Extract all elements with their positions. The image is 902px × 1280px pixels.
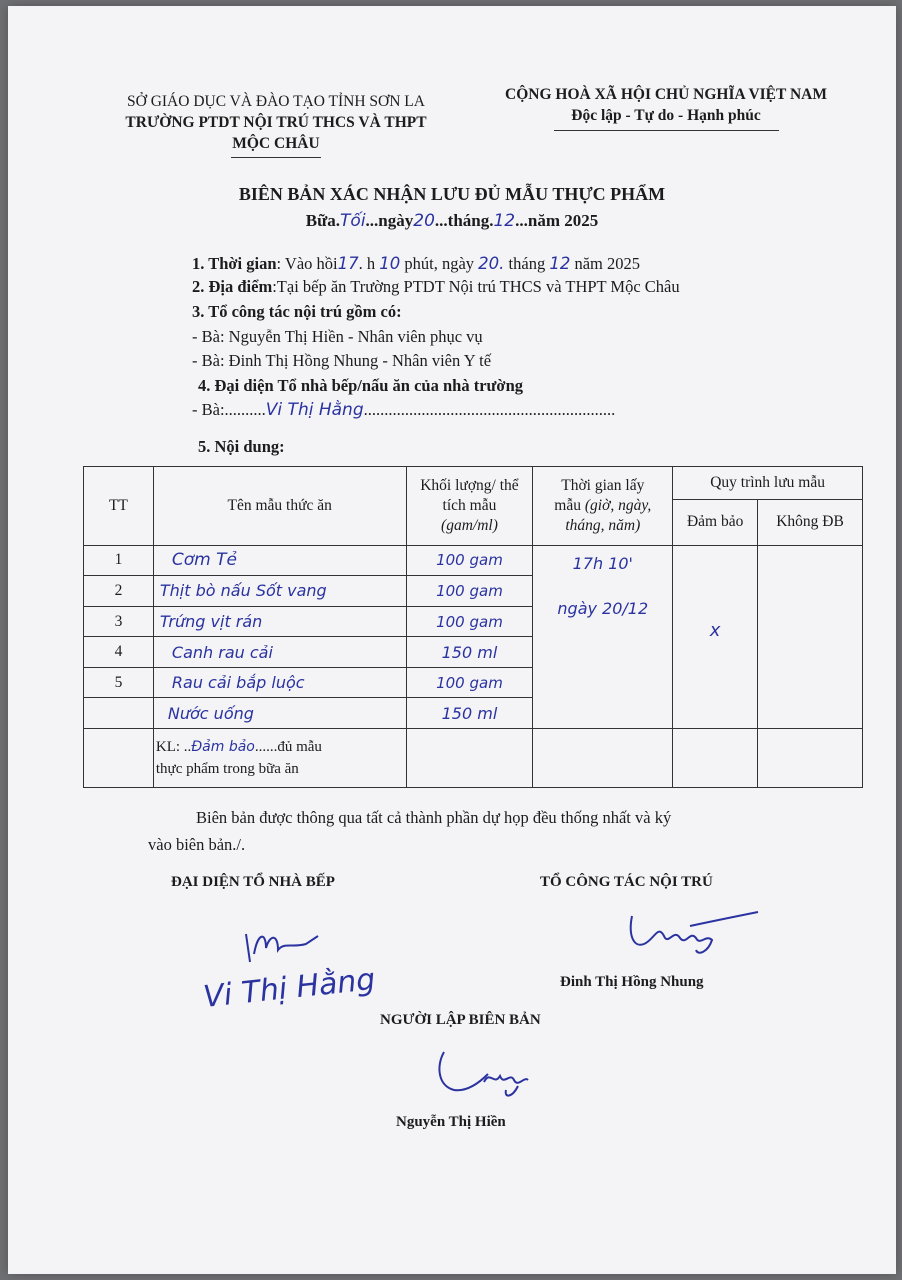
col-header-not-ok: Không ĐB: [758, 499, 863, 545]
col-header-weight-line2: tích mẫu: [442, 496, 497, 514]
not-ok-cell: [758, 545, 863, 728]
committee-member-1: - Bà: Nguyễn Thị Hiền - Nhân viên phục vụ: [192, 327, 483, 346]
conclusion-prefix: KL: ..: [155, 738, 192, 755]
conclusion-line2: thực phẩm trong bữa ăn: [155, 760, 299, 777]
meal-line: [8, 211, 896, 231]
col-header-tt: TT: [84, 467, 154, 546]
committee-sign-name: Đinh Thị Hồng Nhung: [560, 974, 704, 990]
col-header-weight-line1: Khối lượng/ thể: [420, 476, 519, 494]
section-time-text3: phút, ngày: [404, 254, 475, 273]
col-header-ok: Đảm bảo: [673, 499, 758, 545]
section-location-text: :Tại bếp ăn Trường PTDT Nội trú THCS và THPT Mộc Châu: [272, 277, 680, 296]
conclusion-time: [533, 728, 673, 787]
header-left-underline: [231, 157, 321, 158]
section-time-text1: : Vào hồi: [276, 254, 338, 273]
time-month: 12: [549, 254, 571, 273]
kitchen-member: [192, 400, 615, 420]
col-header-time-line3: tháng, năm): [565, 516, 641, 534]
meal-year: ...năm 2025: [515, 211, 599, 230]
meal-prefix: Bữa.: [305, 211, 341, 230]
closing-line2: vào biên bản./.: [148, 835, 246, 854]
row-name: Thịt bò nấu Sốt vang: [153, 576, 406, 607]
row-weight: 150 ml: [406, 637, 533, 668]
header-left-line3: MỘC CHÂU: [232, 135, 320, 152]
section-time: [192, 254, 640, 274]
col-header-process: Quy trình lưu mẫu: [673, 467, 863, 500]
row-name: Rau cải bắp luộc: [153, 667, 406, 698]
header-left-line2: TRƯỜNG PTDT NỘI TRÚ THCS VÀ THPT: [125, 114, 427, 131]
section-location-label: 2. Địa điểm: [192, 277, 273, 296]
col-header-time: [533, 467, 673, 546]
row-name: Trứng vịt rán: [153, 606, 406, 637]
document-page: [8, 6, 896, 1274]
section-committee-label: 3. Tổ công tác nội trú gồm có:: [192, 302, 402, 321]
ok-cell: [673, 545, 758, 728]
header-right-underline: [554, 130, 779, 131]
row-name: Canh rau cải: [153, 637, 406, 668]
row-tt: [84, 698, 154, 729]
row-weight: 100 gam: [406, 545, 533, 576]
kitchen-member-prefix: - Bà:..........: [192, 400, 266, 419]
conclusion-not-ok: [758, 728, 863, 787]
sample-date-value: ngày 20/12: [557, 598, 649, 618]
row-weight: 150 ml: [406, 698, 533, 729]
col-header-weight: [406, 467, 533, 546]
section-time-text5: năm 2025: [574, 254, 641, 273]
table-row: [84, 545, 863, 576]
header-left: [96, 91, 456, 158]
kitchen-member-dots: .............................................................: [363, 400, 616, 419]
section-time-text2: . h: [358, 254, 376, 273]
closing-line1: Biên bản được thông qua tất cả thành phần dự họp đều thống nhất và ký: [196, 808, 672, 827]
time-hour: 17: [337, 254, 359, 273]
conclusion-suffix: ......đủ mẫu: [254, 738, 322, 755]
row-weight: 100 gam: [406, 606, 533, 637]
time-day: 20.: [478, 254, 505, 273]
committee-sign-title: TỔ CÔNG TÁC NỘI TRÚ: [540, 874, 713, 890]
sample-time-value: 17h 10': [572, 553, 633, 573]
kitchen-signature-name: Vi Thị Hằng: [201, 962, 377, 1015]
section-time-label: 1. Thời gian: [192, 254, 277, 273]
conclusion-tt: [84, 728, 154, 787]
conclusion-ok: [673, 728, 758, 787]
meal-month: 12: [493, 211, 516, 231]
row-tt: 4: [84, 637, 154, 668]
meal-day-prefix: ...ngày: [365, 211, 414, 230]
meal-day: 20: [413, 211, 435, 231]
kitchen-signature-mark: [236, 924, 326, 970]
meal-value: Tối: [340, 211, 366, 231]
row-tt: 5: [84, 667, 154, 698]
col-header-time-line2: mẫu: [554, 496, 581, 514]
conclusion-weight: [406, 728, 533, 787]
committee-signature: [628, 906, 768, 958]
section-content-label: 5. Nội dung:: [198, 437, 285, 456]
row-weight: 100 gam: [406, 667, 533, 698]
row-name: Nước uống: [153, 698, 406, 729]
section-location: [192, 277, 680, 297]
header-right-line2: Độc lập - Tự do - Hạnh phúc: [571, 107, 761, 124]
row-tt: 2: [84, 576, 154, 607]
author-sign-name: Nguyễn Thị Hiền: [396, 1114, 506, 1130]
ok-mark: x: [709, 619, 721, 641]
row-tt: 3: [84, 606, 154, 637]
section-time-text4: tháng: [508, 254, 546, 273]
author-sign-title: NGƯỜI LẬP BIÊN BẢN: [380, 1012, 541, 1028]
food-sample-table: [83, 466, 863, 788]
kitchen-member-name: Vi Thị Hằng: [265, 400, 364, 420]
kitchen-sign-title: ĐẠI DIỆN TỔ NHÀ BẾP: [171, 874, 335, 890]
conclusion-value: Đảm bảo: [191, 738, 255, 755]
section-kitchen-label: 4. Đại diện Tổ nhà bếp/nấu ăn của nhà trường: [198, 376, 523, 395]
time-minute: 10: [379, 254, 401, 273]
header-right: [476, 84, 856, 131]
header-left-line1: SỞ GIÁO DỤC VÀ ĐÀO TẠO TỈNH SƠN LA: [127, 93, 425, 110]
author-signature: [428, 1046, 548, 1102]
row-name: Cơm Tẻ: [153, 545, 406, 576]
col-header-time-line1: Thời gian lấy: [561, 476, 645, 494]
conclusion-row: [84, 728, 863, 787]
header-right-line1: CỘNG HOÀ XÃ HỘI CHỦ NGHĨA VIỆT NAM: [505, 86, 827, 103]
col-header-weight-line3: (gam/ml): [441, 516, 498, 534]
conclusion-cell: [153, 728, 406, 787]
meal-month-prefix: ...tháng.: [434, 211, 494, 230]
sample-time-cell: [533, 545, 673, 728]
row-tt: 1: [84, 545, 154, 576]
document-title: BIÊN BẢN XÁC NHẬN LƯU ĐỦ MẪU THỰC PHẨM: [238, 184, 666, 204]
col-header-time-line2b: (giờ, ngày,: [584, 496, 652, 514]
row-weight: 100 gam: [406, 576, 533, 607]
col-header-name: Tên mẫu thức ăn: [153, 467, 406, 546]
committee-member-2: - Bà: Đinh Thị Hồng Nhung - Nhân viên Y tế: [192, 351, 492, 370]
